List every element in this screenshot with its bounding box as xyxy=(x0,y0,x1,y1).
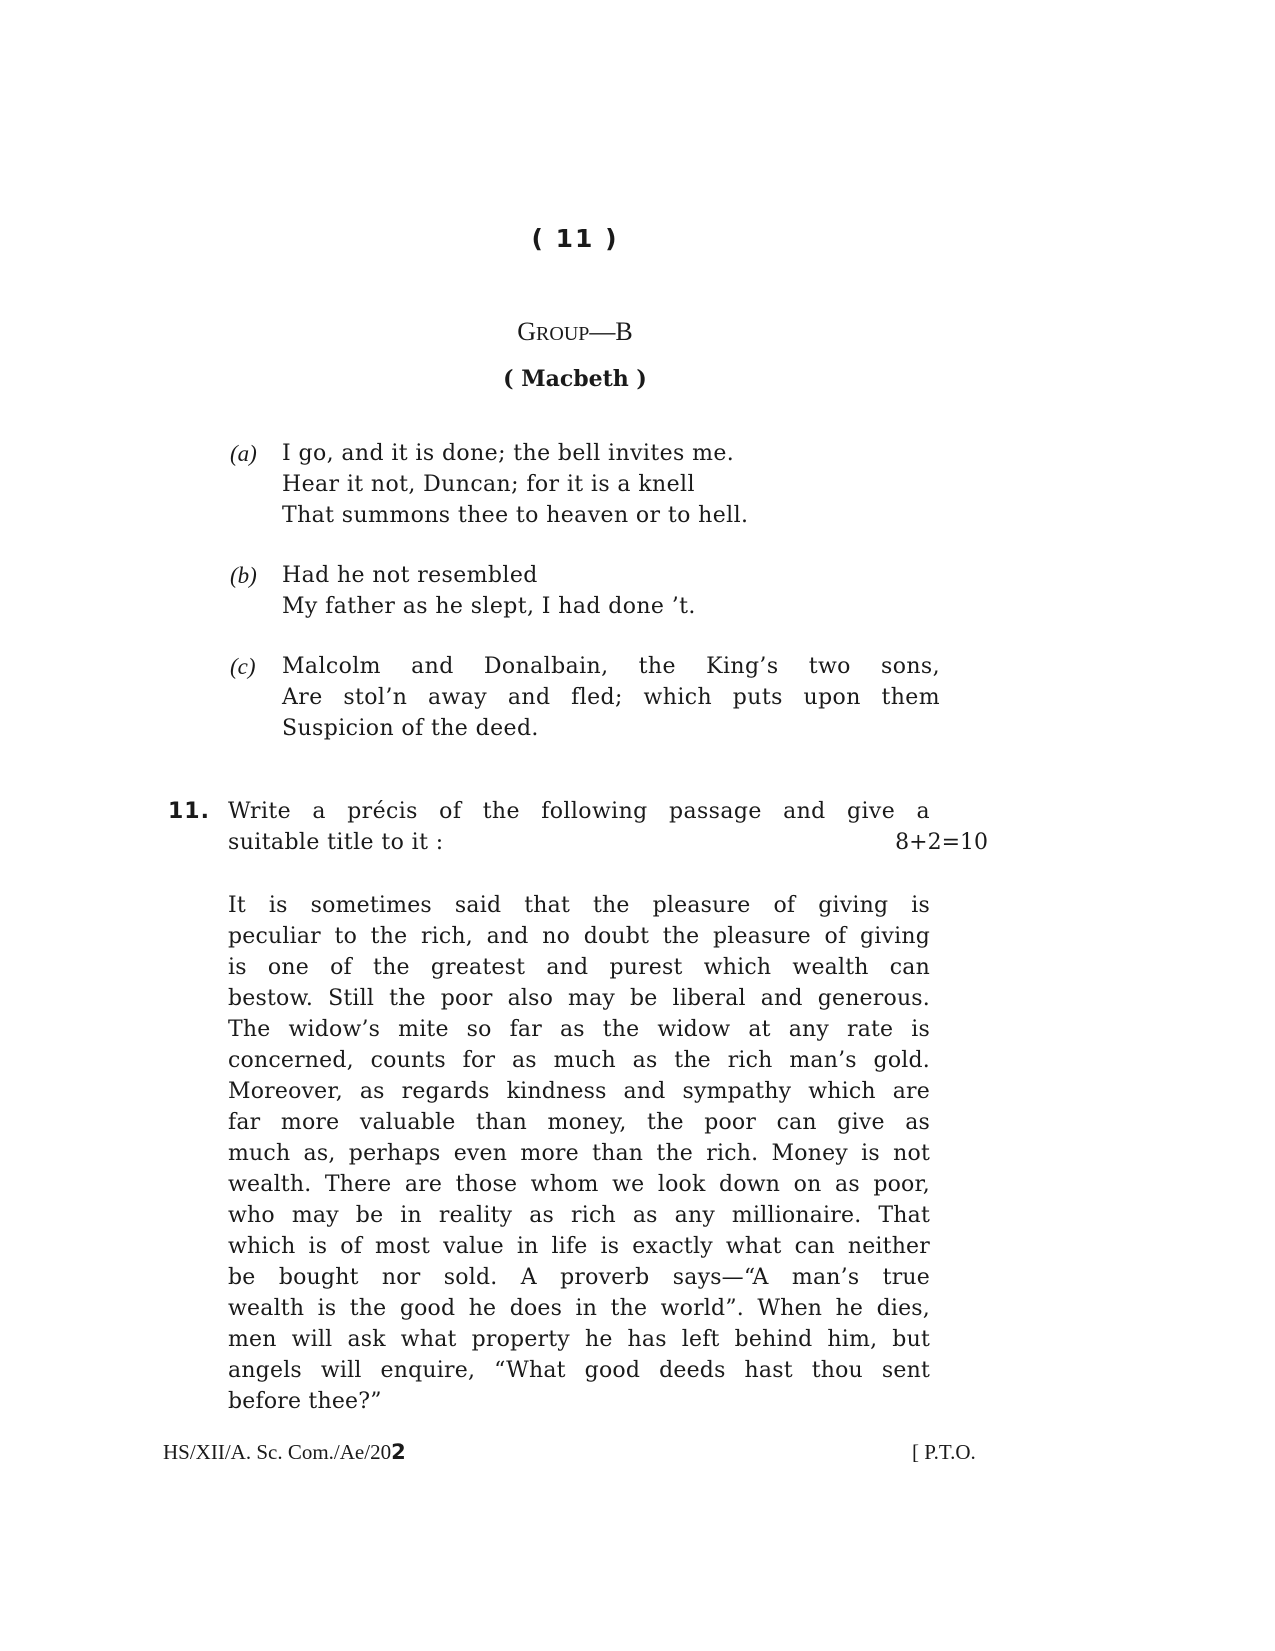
question-line: suitable title to it : xyxy=(228,830,444,855)
precis-passage xyxy=(228,890,930,1417)
question-line: Write a précis of the following passage and give a xyxy=(228,799,930,824)
passage-line: peculiar to the rich, and no doubt the pleasure of giving xyxy=(228,924,930,949)
passage-line: men will ask what property he has left behind him, but xyxy=(228,1327,930,1352)
passage-line: bestow. Still the poor also may be liberal and generous. xyxy=(228,986,930,1011)
passage-line: who may be in reality as rich as any millionaire. That xyxy=(228,1203,930,1228)
paper-code-text: HS/XII/A. Sc. Com./Ae/20 xyxy=(163,1440,392,1464)
play-title: ( Macbeth ) xyxy=(503,366,647,392)
group-heading-small-caps: ROUP xyxy=(536,323,590,345)
passage-line: which is of most value in life is exactly what can neither xyxy=(228,1234,930,1259)
passage-line: wealth is the good he does in the world”. When he dies, xyxy=(228,1296,930,1321)
question-marks: 8+2=10 xyxy=(895,830,988,855)
extract-lines xyxy=(282,438,940,531)
extract-line: Had he not resembled xyxy=(282,563,538,588)
passage-line: far more valuable than money, the poor can give as xyxy=(228,1110,930,1135)
extract-line: That summons thee to heaven or to hell. xyxy=(282,503,749,528)
group-heading xyxy=(0,316,1150,350)
passage-line: angels will enquire, “What good deeds hast thou sent xyxy=(228,1358,930,1383)
extract-line: Are stol’n away and fled; which puts upon them xyxy=(282,685,940,710)
extract-lines xyxy=(282,560,940,622)
extract-lines xyxy=(282,651,940,744)
question-text xyxy=(228,796,930,858)
extract-label: (b) xyxy=(230,563,257,588)
extract-line: I go, and it is done; the bell invites me. xyxy=(282,441,735,466)
extract-line: Hear it not, Duncan; for it is a knell xyxy=(282,472,695,497)
pto-label: [ P.T.O. xyxy=(912,1440,976,1464)
extract-label: (a) xyxy=(230,441,257,466)
page-number: ( 11 ) xyxy=(531,224,619,253)
group-heading-suffix: —B xyxy=(589,317,633,346)
group-heading-initial: G xyxy=(517,317,537,346)
extract-line: Malcolm and Donalbain, the King’s two sons, xyxy=(282,654,940,679)
passage-line: much as, perhaps even more than the rich. Money is not xyxy=(228,1141,930,1166)
paper-code-bold: 2 xyxy=(391,1440,406,1464)
extract-label: (c) xyxy=(230,654,256,679)
extract-line: My father as he slept, I had done ’t. xyxy=(282,594,696,619)
passage-line: Moreover, as regards kindness and sympathy which are xyxy=(228,1079,930,1104)
extract-line: Suspicion of the deed. xyxy=(282,716,539,741)
passage-line: be bought nor sold. A proverb says—“A man’s true xyxy=(228,1265,930,1290)
question-number: 11. xyxy=(168,799,210,824)
passage-line: wealth. There are those whom we look down on as poor, xyxy=(228,1172,930,1197)
passage-line: before thee?” xyxy=(228,1389,382,1414)
passage-line: is one of the greatest and purest which wealth can xyxy=(228,955,930,980)
passage-line: concerned, counts for as much as the rich man’s gold. xyxy=(228,1048,930,1073)
passage-line: It is sometimes said that the pleasure of giving is xyxy=(228,893,930,918)
paper-code xyxy=(163,1440,406,1465)
passage-line: The widow’s mite so far as the widow at any rate is xyxy=(228,1017,930,1042)
